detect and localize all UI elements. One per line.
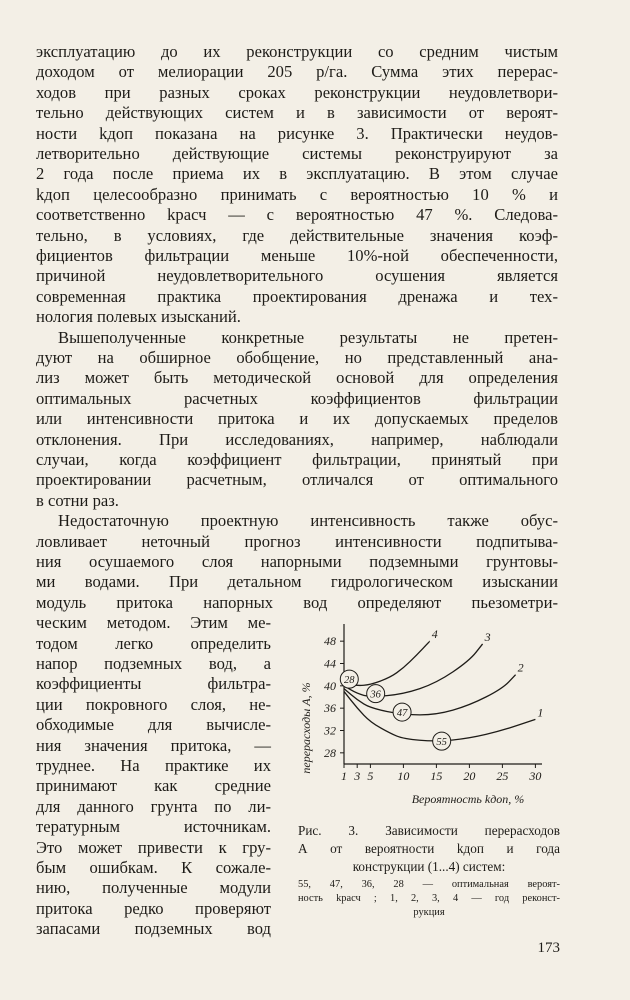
text-line: соответственно kрасч — с вероятностью 47 %. Следова- bbox=[36, 205, 558, 225]
text-line: для данного грунта по ли- bbox=[36, 796, 271, 816]
optimum-label: 28 bbox=[344, 675, 355, 687]
text-line: тельно действующих систем и в зависимости от вероят- bbox=[36, 103, 558, 123]
figure-3-chart bbox=[296, 610, 562, 820]
text-line: притока редко проверяют bbox=[36, 898, 271, 918]
text-line: бым ошибкам. К сожале- bbox=[36, 858, 271, 877]
text-line: ловливает неточный прогноз интенсивности подпитыва- bbox=[36, 531, 558, 551]
text-line: отклонения. При исследованиях, например, наблюдали bbox=[36, 429, 558, 449]
series-label-4: 4 bbox=[431, 627, 438, 642]
text-line: причиной неудовлетворительного осушения является bbox=[36, 266, 558, 286]
text-line: Недостаточную проектную интенсивность также обус- bbox=[58, 511, 558, 531]
text-line: Вышеполученные конкретные результаты не претен- bbox=[58, 327, 558, 347]
text-line: фициентов фильтрации меньше 10%-ной обеспеченности, bbox=[36, 246, 558, 265]
text-line: ходов при разных сроках реконструкции неудовлетвори- bbox=[36, 82, 558, 102]
chart-series bbox=[344, 627, 543, 741]
text-line: коэффициенты фильтра- bbox=[36, 674, 271, 694]
text-line: ми водами. При детальном гидрологическом изыскании bbox=[36, 572, 558, 592]
figure-caption-line-4: 55, 47, 36, 28 — оптимальная вероят- bbox=[298, 879, 560, 890]
text-line: случаи, когда коэффициент фильтрации, принятый при bbox=[36, 450, 558, 469]
text-line: ческим методом. Этим ме- bbox=[36, 613, 271, 633]
text-line: нология полевых изысканий. bbox=[36, 307, 241, 327]
chart-ticks bbox=[323, 634, 544, 783]
x-tick-label: 1 bbox=[341, 769, 347, 783]
text-line: тодом легко определить bbox=[36, 633, 271, 653]
x-tick-label: 5 bbox=[367, 769, 374, 783]
text-line: обходимые для вычисле- bbox=[36, 715, 271, 735]
text-line: эксплуатацию до их реконструкции со средним чистым bbox=[36, 42, 558, 61]
series-label-2: 2 bbox=[517, 660, 524, 675]
text-line: напор подземных вод, а bbox=[36, 654, 271, 673]
series-label-1: 1 bbox=[537, 705, 544, 720]
text-line: дуют на обширное обобщение, но представленный ана- bbox=[36, 348, 558, 367]
optimum-label: 55 bbox=[436, 737, 447, 749]
y-tick-label: 32 bbox=[324, 723, 336, 738]
x-tick-label: 10 bbox=[397, 769, 410, 783]
optimum-label: 47 bbox=[396, 708, 408, 720]
series-label-3: 3 bbox=[484, 629, 491, 644]
y-tick-label: 44 bbox=[324, 656, 336, 671]
text-line: современная практика проектирования дренажа и тех- bbox=[36, 286, 558, 306]
text-line: 2 года после приема их в эксплуатацию. В этом случае bbox=[36, 164, 558, 184]
text-line: тельно, в условиях, где действительные значения коэф- bbox=[36, 225, 558, 245]
x-tick-label: 25 bbox=[496, 769, 509, 783]
text-line: труднее. На практике их bbox=[36, 756, 271, 775]
y-axis-label: перерасходы А, % bbox=[299, 682, 313, 774]
page-number: 173 bbox=[537, 940, 560, 956]
figure-caption-line-2: А от вероятности kдоп и года bbox=[298, 841, 560, 856]
y-tick-label: 40 bbox=[324, 678, 336, 693]
y-tick-label: 28 bbox=[324, 745, 336, 760]
figure-caption-line-6: рукция bbox=[413, 907, 445, 918]
text-line: запасами подземных вод bbox=[36, 919, 271, 939]
optimum-label: 36 bbox=[370, 689, 381, 701]
text-line: тературным источникам. bbox=[36, 817, 271, 837]
text-line: оптимальных расчетных коэффициентов фильтрации bbox=[36, 388, 558, 408]
text-line: ции покровного слоя, не- bbox=[36, 694, 271, 714]
y-tick-label: 36 bbox=[324, 701, 336, 716]
x-tick-label: 3 bbox=[354, 769, 361, 783]
text-line: в сотни раз. bbox=[36, 490, 119, 510]
text-line: доходом от мелиорации 205 р/га. Сумма этих перерас- bbox=[36, 62, 558, 82]
text-line: проектировании расчетным, отличался от оптимального bbox=[36, 470, 558, 490]
text-line: лиз может быть методической основой для определения bbox=[36, 368, 558, 388]
figure-caption-line-1: Рис. 3. Зависимости перерасходов bbox=[298, 823, 560, 838]
text-line: Это может привести к гру- bbox=[36, 837, 271, 857]
text-line: принимают как средние bbox=[36, 776, 271, 796]
x-tick-label: 20 bbox=[463, 769, 476, 783]
text-line: нию, полученные модули bbox=[36, 878, 271, 898]
x-tick-label: 30 bbox=[529, 769, 542, 783]
text-line: модуль притока напорных вод определяют пьезометри- bbox=[36, 592, 558, 612]
text-line: ности kдоп показана на рисунке 3. Практически неудов- bbox=[36, 123, 558, 143]
x-tick-label: 15 bbox=[430, 769, 443, 783]
x-axis-label: Вероятность kдоп, % bbox=[411, 792, 525, 806]
text-line: kдоп целесообразно принимать с вероятностью 10 % и bbox=[36, 184, 558, 204]
text-line: ния осушаемого слоя напорными подземными грунтовы- bbox=[36, 552, 558, 571]
figure-caption-line-5: ность kрасч ; 1, 2, 3, 4 — год реконст- bbox=[298, 893, 560, 904]
y-tick-label: 48 bbox=[324, 634, 336, 649]
text-line: летворительно действующие системы реконструируют за bbox=[36, 144, 558, 163]
figure-caption-line-3: конструкции (1...4) систем: bbox=[352, 859, 506, 874]
text-line: или интенсивности притока и их допускаемых пределов bbox=[36, 409, 558, 429]
series-line-3 bbox=[344, 644, 483, 696]
text-line: ния значения притока, — bbox=[36, 735, 271, 755]
